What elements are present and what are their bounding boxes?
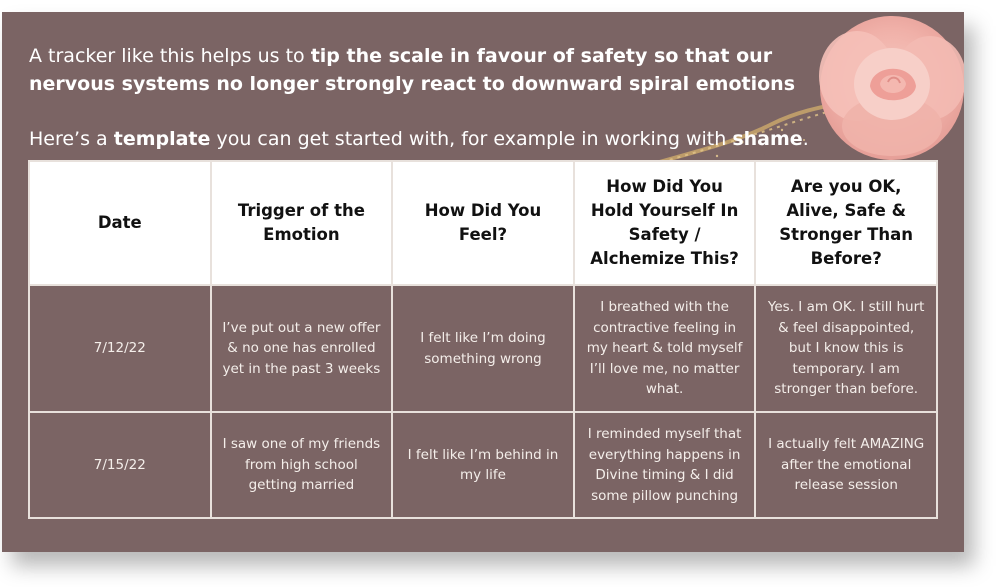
- table-cell: Yes. I am OK. I still hurt & feel disappointed, but I know this is temporary. I am stronger than before.: [755, 285, 937, 412]
- table-cell: I actually felt AMAZING after the emotional release session: [755, 412, 937, 518]
- table-cell: 7/15/22: [29, 412, 211, 518]
- header-feeling: How Did You Feel?: [392, 161, 574, 285]
- intro-text: A tracker like this helps us to tip the scale in favour of safety so that our nervous systems no longer strongly react to downward spiral emotions: [29, 45, 796, 95]
- table-cell: I saw one of my friends from high school getting married: [211, 412, 393, 518]
- table-cell: I felt like I’m doing something wrong: [392, 285, 574, 412]
- tracker-card: [2, 12, 964, 552]
- table-cell: I reminded myself that everything happens in Divine timing & I did some pillow punching: [574, 412, 756, 518]
- table-header-row: [29, 161, 937, 285]
- header-trigger: Trigger of the Emotion: [211, 161, 393, 285]
- table-row: [29, 285, 937, 412]
- header-stronger: Are you OK, Alive, Safe & Stronger Than Before?: [755, 161, 937, 285]
- header-safety: How Did You Hold Yourself In Safety / Alchemize This?: [574, 161, 756, 285]
- header-date: Date: [29, 161, 211, 285]
- tracker-table: [28, 160, 938, 519]
- table-cell: I’ve put out a new offer & no one has enrolled yet in the past 3 weeks: [211, 285, 393, 412]
- table-cell: I breathed with the contractive feeling in my heart & told myself I’ll love me, no matter what.: [574, 285, 756, 412]
- template-intro: Here’s a template you can get started with, for example in working with shame.: [29, 128, 809, 150]
- table-row: [29, 412, 937, 518]
- table-cell: I felt like I’m behind in my life: [392, 412, 574, 518]
- table-cell: 7/12/22: [29, 285, 211, 412]
- rose-image: [812, 12, 964, 166]
